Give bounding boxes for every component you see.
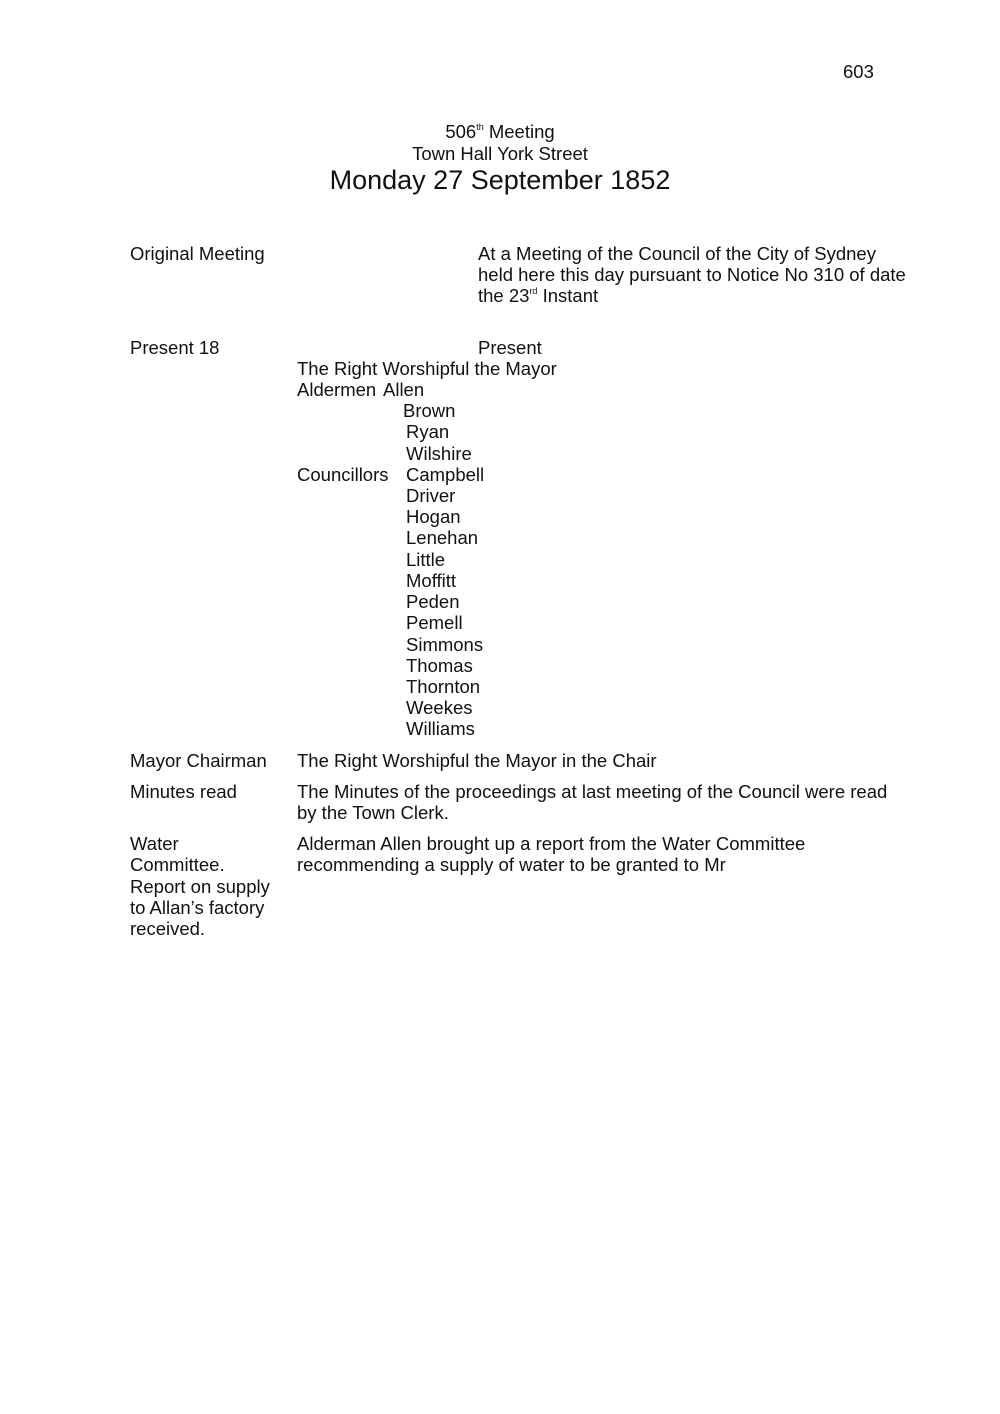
councillor-name: Simmons <box>406 634 484 655</box>
councillor-name: Little <box>406 549 446 570</box>
mayor-chairman-text: The Right Worshipful the Mayor in the Chair <box>297 750 657 771</box>
mayor-present: The Right Worshipful the Mayor <box>297 358 557 379</box>
councillor-name: Williams <box>406 718 475 739</box>
water-committee-margin-line: Water <box>130 833 179 854</box>
councillor-name: Moffitt <box>406 570 457 591</box>
councillor-name: Thomas <box>406 655 473 676</box>
councillor-name: Weekes <box>406 697 473 718</box>
meeting-location: Town Hall York Street <box>412 143 588 164</box>
councillors-label: Councillors <box>297 464 389 485</box>
instant-day: the 23 <box>478 285 530 306</box>
alderman-name: Ryan <box>406 421 450 442</box>
meeting-number-line <box>0 121 1000 142</box>
water-committee-margin-line: Report on supply <box>130 876 270 897</box>
water-committee-text-line: recommending a supply of water to be granted to Mr <box>297 854 726 875</box>
water-committee-text-line: Alderman Allen brought up a report from the Water Committee <box>297 833 806 854</box>
present-heading: Present <box>478 337 542 358</box>
councillor-name: Peden <box>406 591 460 612</box>
councillor-name: Lenehan <box>406 527 479 548</box>
meeting-word: Meeting <box>483 121 555 142</box>
minutes-read-text-line: The Minutes of the proceedings at last meeting of the Council were read <box>297 781 888 802</box>
water-committee-margin-line: Committee. <box>130 854 225 875</box>
water-committee-margin-line: received. <box>130 918 206 939</box>
original-meeting-margin-label: Original Meeting <box>130 243 265 264</box>
original-meeting-line-1: At a Meeting of the Council of the City of Sydney <box>478 243 876 264</box>
instant-word: Instant <box>537 285 599 306</box>
councillor-name: Campbell <box>406 464 485 485</box>
minutes-read-margin-label: Minutes read <box>130 781 237 802</box>
councillor-name: Hogan <box>406 506 461 527</box>
instant-day-suffix: rd <box>529 286 538 296</box>
present-count-margin-label: Present 18 <box>130 337 220 358</box>
meeting-number-suffix: th <box>476 122 484 132</box>
original-meeting-line-3 <box>478 285 598 306</box>
councillor-name: Driver <box>406 485 456 506</box>
alderman-name: Allen <box>383 379 425 400</box>
alderman-name: Brown <box>403 400 456 421</box>
mayor-chairman-margin-label: Mayor Chairman <box>130 750 267 771</box>
councillor-name: Thornton <box>406 676 481 697</box>
water-committee-margin-line: to Allan’s factory <box>130 897 265 918</box>
councillor-name: Pemell <box>406 612 463 633</box>
alderman-name: Wilshire <box>406 443 472 464</box>
aldermen-label: Aldermen <box>297 379 377 400</box>
minutes-read-text-line: by the Town Clerk. <box>297 802 449 823</box>
meeting-date: Monday 27 September 1852 <box>329 165 671 195</box>
page-number: 603 <box>843 61 874 82</box>
original-meeting-line-2: held here this day pursuant to Notice No 310 of date <box>478 264 906 285</box>
meeting-number: 506 <box>445 121 477 142</box>
